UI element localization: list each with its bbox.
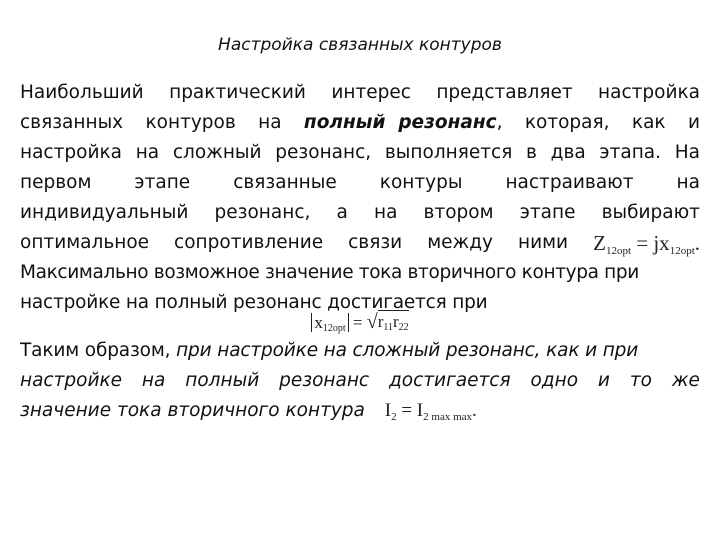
word: то: [629, 370, 652, 391]
word: связанных: [20, 112, 124, 133]
emphasis-conclusion: при настройке на сложный резонанс, как и при: [176, 340, 639, 361]
formula-i2: $I_2 = I_{2 max max}$.: [384, 400, 477, 423]
formula-z12opt: $Z_{12opt} = jx_{12opt}$.: [593, 231, 700, 257]
word: связанные: [233, 172, 337, 193]
word: практический: [169, 82, 306, 103]
word: выбирают: [601, 202, 700, 223]
word: этапа.: [599, 142, 662, 163]
word: же: [671, 370, 700, 391]
word: настройка: [598, 82, 700, 103]
word: которая,: [524, 112, 610, 133]
word: достигается: [388, 370, 511, 391]
word: этапе: [134, 172, 191, 193]
text-line: [20, 168, 700, 198]
word: Наибольший: [20, 82, 144, 103]
word: резонанс,: [275, 142, 372, 163]
word: выполняется: [384, 142, 513, 163]
text-line: [20, 78, 700, 108]
text-line: [20, 138, 700, 168]
word: оптимальное: [20, 232, 150, 253]
text-line: Максимально возможное значение тока вторичного контура при: [20, 262, 639, 283]
text-line: настройке на полный резонанс достигается при: [20, 292, 488, 313]
word: как: [631, 112, 666, 133]
word: представляет: [436, 82, 573, 103]
word: на: [676, 172, 700, 193]
word: настраивают: [505, 172, 634, 193]
word: и: [687, 112, 700, 133]
word: интерес: [331, 82, 411, 103]
word: связи: [348, 232, 403, 253]
formula-x12opt: $x_{12opt}$ = √ $r_{11}r_{22}$: [0, 308, 720, 338]
word: На: [674, 142, 700, 163]
word: а: [336, 202, 348, 223]
word: на: [258, 112, 282, 133]
word: контуров: [145, 112, 236, 133]
text-line: [20, 336, 700, 366]
slide-title: Настройка связанных контуров: [218, 35, 502, 55]
word: сложный: [172, 142, 262, 163]
word: резонанс: [279, 370, 370, 391]
text-line: [20, 198, 700, 228]
text-line: [20, 108, 700, 138]
word: резонанс,: [214, 202, 311, 223]
word: ними: [517, 232, 569, 253]
emphasis-full-resonance: полный резонанс: [303, 112, 497, 133]
word: два: [550, 142, 586, 163]
word: индивидуальный: [20, 202, 189, 223]
word: на: [141, 370, 166, 391]
word: на: [373, 202, 398, 223]
word: полный: [185, 370, 260, 391]
comma: ,: [496, 112, 503, 133]
paragraph-main: [20, 78, 700, 318]
word: в: [526, 142, 537, 163]
paragraph-conclusion: [20, 336, 700, 426]
word: и: [597, 370, 610, 391]
word: первом: [20, 172, 92, 193]
word: этапе: [519, 202, 576, 223]
word: между: [427, 232, 493, 253]
word: на: [135, 142, 160, 163]
word: контуры: [379, 172, 463, 193]
text-line: [20, 366, 700, 396]
word: одно: [530, 370, 579, 391]
word: настройке: [20, 370, 123, 391]
word: втором: [423, 202, 494, 223]
text-plain: Таким образом,: [20, 340, 177, 361]
word: сопротивление: [174, 232, 324, 253]
text-line: [20, 228, 700, 258]
word: настройка: [20, 142, 122, 163]
emphasis-conclusion: значение тока вторичного контура: [20, 400, 365, 421]
text-line: [20, 396, 700, 426]
